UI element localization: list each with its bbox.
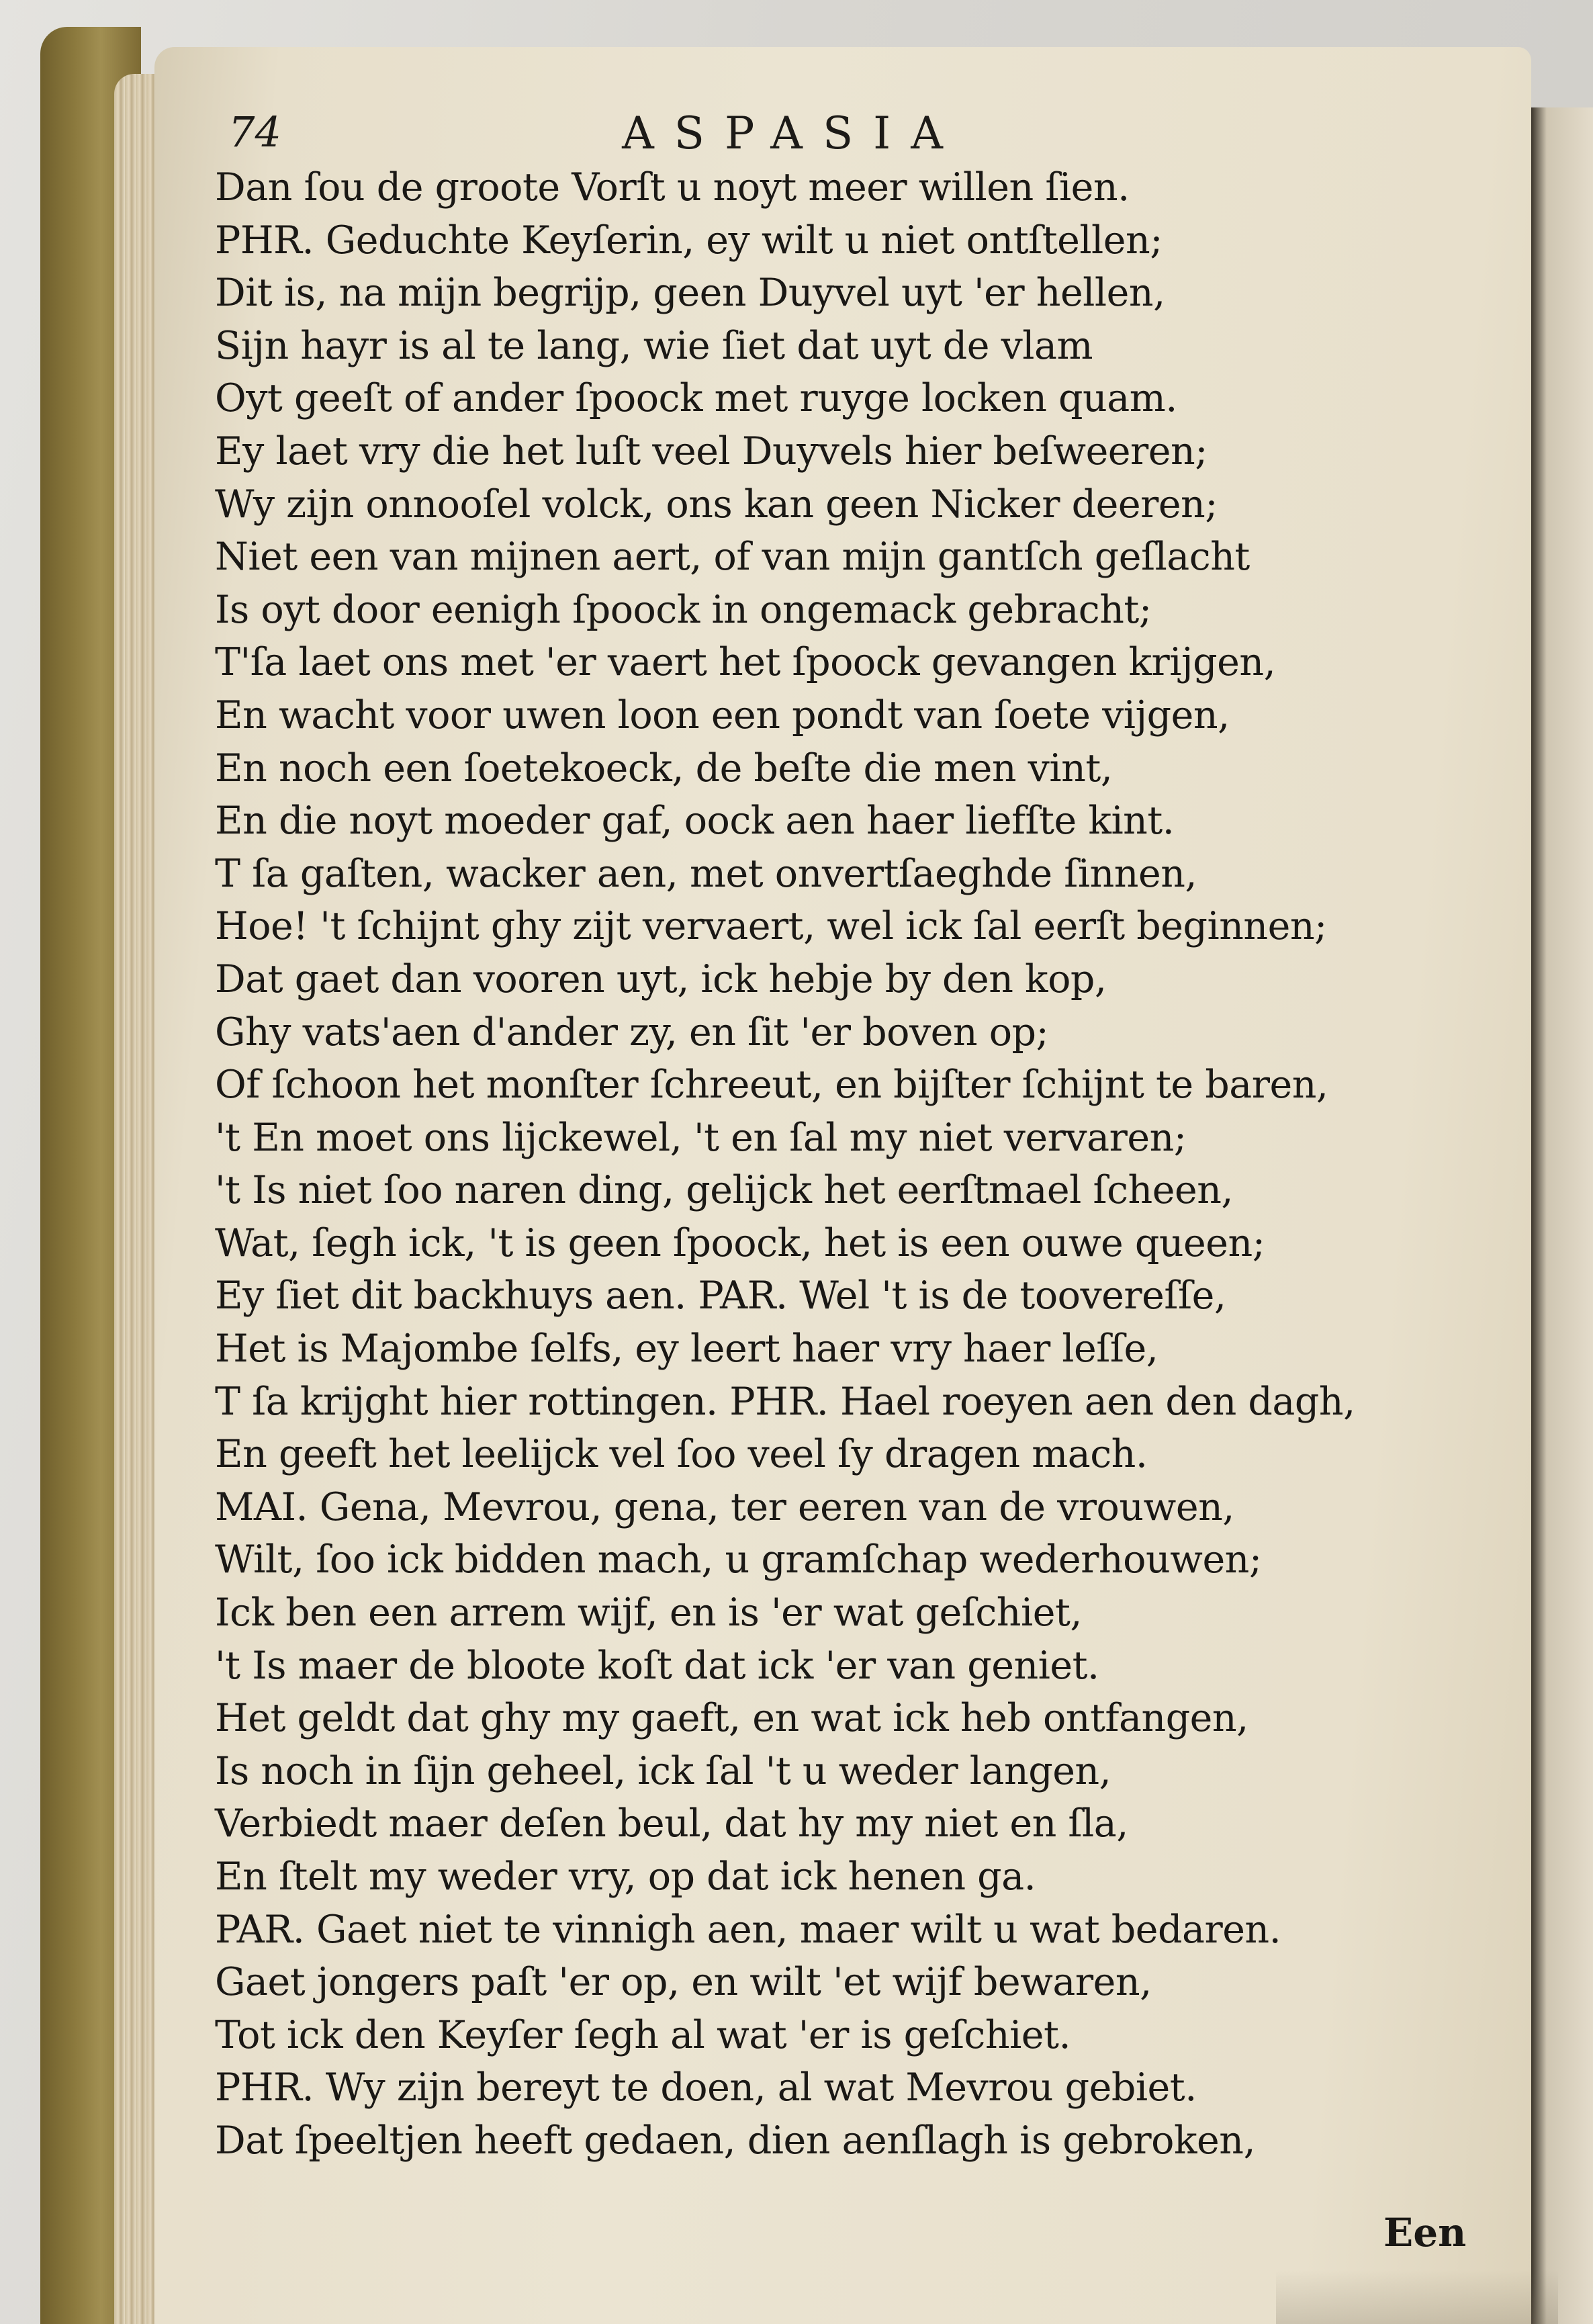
facing-page-edge xyxy=(1531,107,1593,2324)
verse-line: En noch een ſoetekoeck, de beſte die men vint, xyxy=(215,746,1113,791)
verse-line: Ey ſiet dit backhuys aen. PAR. Wel 't is de toovereſſe, xyxy=(215,1273,1226,1319)
verse-line: Gaet jongers paſt 'er op, en wilt 'et wijf bewaren, xyxy=(215,1960,1152,2005)
verse-line: Dat ſpeeltjen heeft gedaen, dien aenſlagh is gebroken, xyxy=(215,2118,1256,2163)
verse-line: En die noyt moeder gaf, oock aen haer liefſte kint. xyxy=(215,799,1175,844)
verse-line: Ghy vats'aen d'ander zy, en ſit 'er boven op; xyxy=(215,1010,1049,1055)
verse-line: Ey laet vry die het luſt veel Duyvels hier beſweeren; xyxy=(215,429,1208,474)
verse-line: Ick ben een arrem wijf, en is 'er wat geſchiet, xyxy=(215,1591,1082,1636)
verse-line: PAR. Gaet niet te vinnigh aen, maer wilt u wat bedaren. xyxy=(215,1907,1281,1952)
verse-line: Hoe! 't ſchijnt ghy zijt vervaert, wel ick ſal eerſt beginnen; xyxy=(215,904,1327,949)
verse-line: MAI. Gena, Mevrou, gena, ter eeren van de vrouwen, xyxy=(215,1484,1234,1529)
verse-line: Wilt, ſoo ick bidden mach, u gramſchap wederhouwen; xyxy=(215,1537,1262,1582)
verse-line: Wy zijn onnooſel volck, ons kan geen Nicker deeren; xyxy=(215,482,1218,527)
verse-line: Het is Majombe ſelfs, ey leert haer vry haer leſſe, xyxy=(215,1327,1158,1372)
verse-line: Dat gaet dan vooren uyt, ick hebje by den kop, xyxy=(215,956,1107,1001)
page-number: 74 xyxy=(228,107,281,157)
verse-line: 't Is maer de bloote koſt dat ick 'er van geniet. xyxy=(215,1643,1099,1688)
verse-line: T ſa gaſten, wacker aen, met onvertſaeghde ſinnen, xyxy=(215,851,1197,896)
verse-line: Tot ick den Keyſer ſegh al wat 'er is geſchiet. xyxy=(215,2012,1071,2057)
verse-line: Niet een van mijnen aert, of van mijn gantſch geſlacht xyxy=(215,535,1250,580)
page-header xyxy=(222,107,1363,168)
verse-line: Verbiedt maer deſen beul, dat hy my niet en ſla, xyxy=(215,1801,1128,1846)
verse-line: Dan ſou de groote Vorſt u noyt meer willen ſien. xyxy=(215,165,1130,210)
catchword: Een xyxy=(1383,2210,1467,2255)
verse-line: Het geldt dat ghy my gaeft, en wat ick heb ontfangen, xyxy=(215,1696,1248,1741)
verse-line: 't En moet ons lijckewel, 't en ſal my niet vervaren; xyxy=(215,1115,1187,1160)
verse-line: Is oyt door eenigh ſpoock in ongemack gebracht; xyxy=(215,587,1152,632)
verse-line: En wacht voor uwen loon een pondt van ſoete vijgen, xyxy=(215,692,1230,738)
verse-text xyxy=(215,161,1491,2167)
verse-line: T'ſa laet ons met 'er vaert het ſpoock gevangen krijgen, xyxy=(215,640,1276,685)
verse-line: Oyt geeſt of ander ſpoock met ruyge locken quam. xyxy=(215,376,1177,421)
verse-line: Dit is, na mijn begrijp, geen Duyvel uyt 'er hellen, xyxy=(215,271,1165,316)
verse-line: Sijn hayr is al te lang, wie ſiet dat uyt de vlam xyxy=(215,323,1093,368)
verse-line: En ſtelt my weder vry, op dat ick henen ga. xyxy=(215,1854,1036,1899)
verse-line: Is noch in ſijn geheel, ick ſal 't u weder langen, xyxy=(215,1748,1111,1793)
verse-line: T ſa krijght hier rottingen. PHR. Hael roeyen aen den dagh, xyxy=(215,1379,1355,1424)
verse-line: Of ſchoon het monſter ſchreeut, en bijſter ſchijnt te baren, xyxy=(215,1063,1328,1108)
verse-line: PHR. Wy zijn bereyt te doen, al wat Mevrou gebiet. xyxy=(215,2065,1197,2110)
verse-line: PHR. Geduchte Keyſerin, ey wilt u niet ontſtellen; xyxy=(215,218,1163,263)
running-title: ASPASIA xyxy=(622,107,963,159)
verse-line: En geeft het leelijck vel ſoo veel ſy dragen mach. xyxy=(215,1432,1148,1477)
cloth-shadow xyxy=(1276,2270,1558,2324)
verse-line: 't Is niet ſoo naren ding, gelijck het eerſtmael ſcheen, xyxy=(215,1168,1234,1213)
verse-line: Wat, ſegh ick, 't is geen ſpoock, het is een ouwe queen; xyxy=(215,1220,1265,1265)
